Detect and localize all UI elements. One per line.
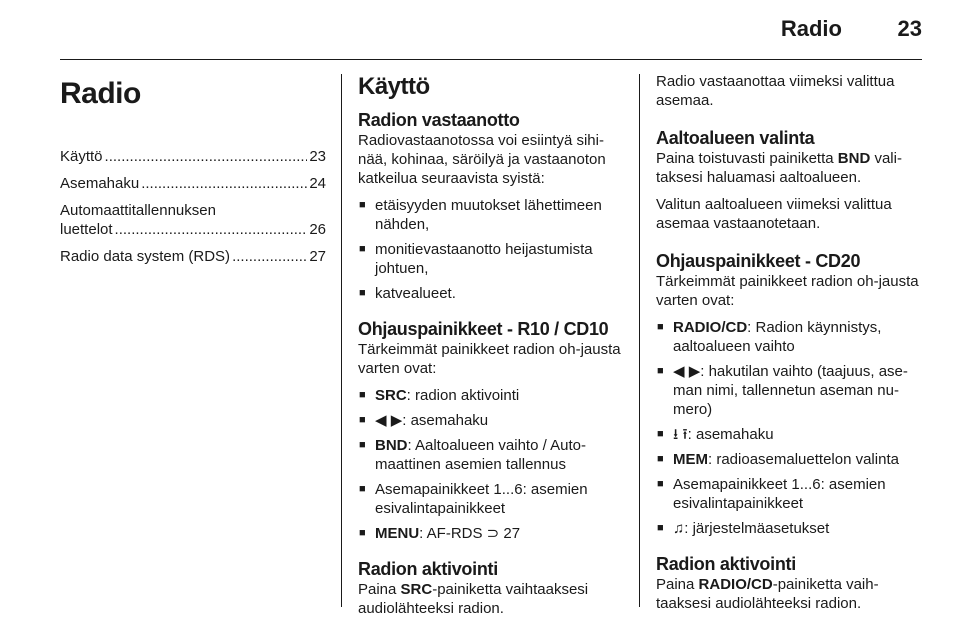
body-text <box>656 149 922 187</box>
toc-entry-label: Käyttö <box>60 148 103 165</box>
column-divider-1 <box>341 74 342 607</box>
list-item-text: : radion aktivointi <box>406 387 520 404</box>
toc-entry-page: 26 <box>309 221 326 238</box>
text-run: -painiketta vaih-taaksesi audiolähteeksi radion. <box>656 576 879 612</box>
bullet-list <box>656 318 922 538</box>
list-item-text: Asemapainikkeet 1...6: asemien esivalintapainikkeet <box>673 476 886 512</box>
button-key: SRC <box>375 387 407 404</box>
list-item <box>358 436 624 474</box>
list-item-text: : hakutilan vaihto (taajuus, ase-man nimi, tallennetun aseman nu-mero) <box>673 363 908 418</box>
button-key: RADIO/CD <box>698 576 773 593</box>
band-controls-column <box>656 72 922 621</box>
toc-leader-dots <box>105 147 308 166</box>
list-item-text: : asemahaku <box>402 412 489 429</box>
subsection-title: Aaltoalueen valinta <box>656 128 815 148</box>
list-item <box>656 450 922 469</box>
list-item <box>656 425 922 444</box>
text-run: Paina toistuvasti painiketta <box>656 150 838 167</box>
list-item: ■ etäisyyden muutokset lähettimeen nähden, <box>358 196 624 234</box>
list-item-text: : Radion käynnistys, aaltoalueen vaihto <box>673 319 882 355</box>
body-text: Radiovastaanotossa voi esiintyä sihi-nää, kohinaa, säröilyä ja vastaanoton katkeilua seuraavista syistä: <box>358 132 606 187</box>
running-header-title: Radio <box>780 16 842 41</box>
toc-leader-dots <box>232 247 307 266</box>
subsection-title: Radion vastaanotto <box>358 110 520 130</box>
list-item <box>358 411 624 430</box>
toc-entry-label: Radio data system (RDS) <box>60 248 231 265</box>
body-text: Valitun aaltoalueen viimeksi valittua asemaa vastaanotetaan. <box>656 196 892 232</box>
list-item <box>656 362 922 419</box>
list-item-text[interactable]: : AF-RDS ⊃ 27 <box>419 525 521 542</box>
bullet-list <box>358 196 624 303</box>
list-item-text: : radioasemaluettelon valinta <box>708 451 899 468</box>
subsection-title: Ohjauspainikkeet - R10 / CD10 <box>358 319 609 339</box>
toc-entry[interactable] <box>60 247 326 266</box>
button-key: SRC <box>400 581 433 598</box>
button-key: MEM <box>673 451 708 468</box>
text-run: Paina <box>358 581 401 598</box>
bullet-list <box>358 386 624 543</box>
list-item <box>656 475 922 513</box>
body-text <box>656 575 922 613</box>
body-text <box>358 580 624 618</box>
toc-entry-label-line1: Automaattitallennuksen <box>60 202 216 219</box>
list-item <box>358 386 624 405</box>
button-key: RADIO/CD <box>673 319 748 336</box>
list-item-text: ♫: järjestelmäasetukset <box>673 520 830 537</box>
page-number: 23 <box>897 16 922 41</box>
usage-column <box>358 72 624 626</box>
toc-leader-dots <box>115 220 308 239</box>
button-key: ◀ ▶ <box>375 412 403 429</box>
subsection-title: Radion aktivointi <box>358 559 498 579</box>
toc-leader-dots <box>141 174 307 193</box>
body-text: Tärkeimmät painikkeet radion oh-jausta varten ovat: <box>358 341 621 377</box>
toc-entry-label: luettelot <box>60 221 113 238</box>
list-item: ■ katvealueet. <box>358 284 624 303</box>
toc-entry-page: 23 <box>309 148 326 165</box>
list-item-text: Asemapainikkeet 1...6: asemien esivalintapainikkeet <box>375 481 588 517</box>
subsection-title: Ohjauspainikkeet - CD20 <box>656 251 861 271</box>
button-key: MENU <box>375 525 420 542</box>
chapter-title: Radio <box>60 77 141 110</box>
toc-entry[interactable] <box>60 174 326 193</box>
button-key: BND <box>375 437 408 454</box>
chapter-contents-column <box>60 72 326 274</box>
text-run: vali-taksesi haluamasi aaltoalueen. <box>656 150 902 186</box>
button-key: BND <box>837 150 871 167</box>
list-item <box>656 519 922 538</box>
list-item <box>358 524 624 543</box>
list-item: ■ monitievastaanotto heijastumista johtuen, <box>358 240 624 278</box>
list-item-text: ⭳ ⭱: asemahaku <box>673 426 774 443</box>
body-text: Radio vastaanottaa viimeksi valittua asemaa. <box>656 73 895 109</box>
column-divider-2 <box>639 74 640 607</box>
toc-entry-page: 24 <box>309 175 326 192</box>
toc-entry-page: 27 <box>309 248 326 265</box>
header-rule <box>60 59 922 60</box>
text-run: -painiketta vaihtaaksesi audiolähteeksi radion. <box>358 581 589 617</box>
button-key: ◀ ▶ <box>673 363 701 380</box>
list-item <box>358 480 624 518</box>
list-item <box>656 318 922 356</box>
text-run: Paina <box>656 576 699 593</box>
toc-entry[interactable] <box>60 201 326 239</box>
subsection-title: Radion aktivointi <box>656 554 796 574</box>
section-heading: Käyttö <box>358 73 430 100</box>
table-of-contents <box>60 147 326 266</box>
toc-entry-label: Asemahaku <box>60 175 140 192</box>
body-text: Tärkeimmät painikkeet radion oh-jausta varten ovat: <box>656 273 919 309</box>
toc-entry[interactable] <box>60 147 326 166</box>
list-item-text: : Aaltoalueen vaihto / Auto-maattinen asemien tallennus <box>375 437 586 473</box>
